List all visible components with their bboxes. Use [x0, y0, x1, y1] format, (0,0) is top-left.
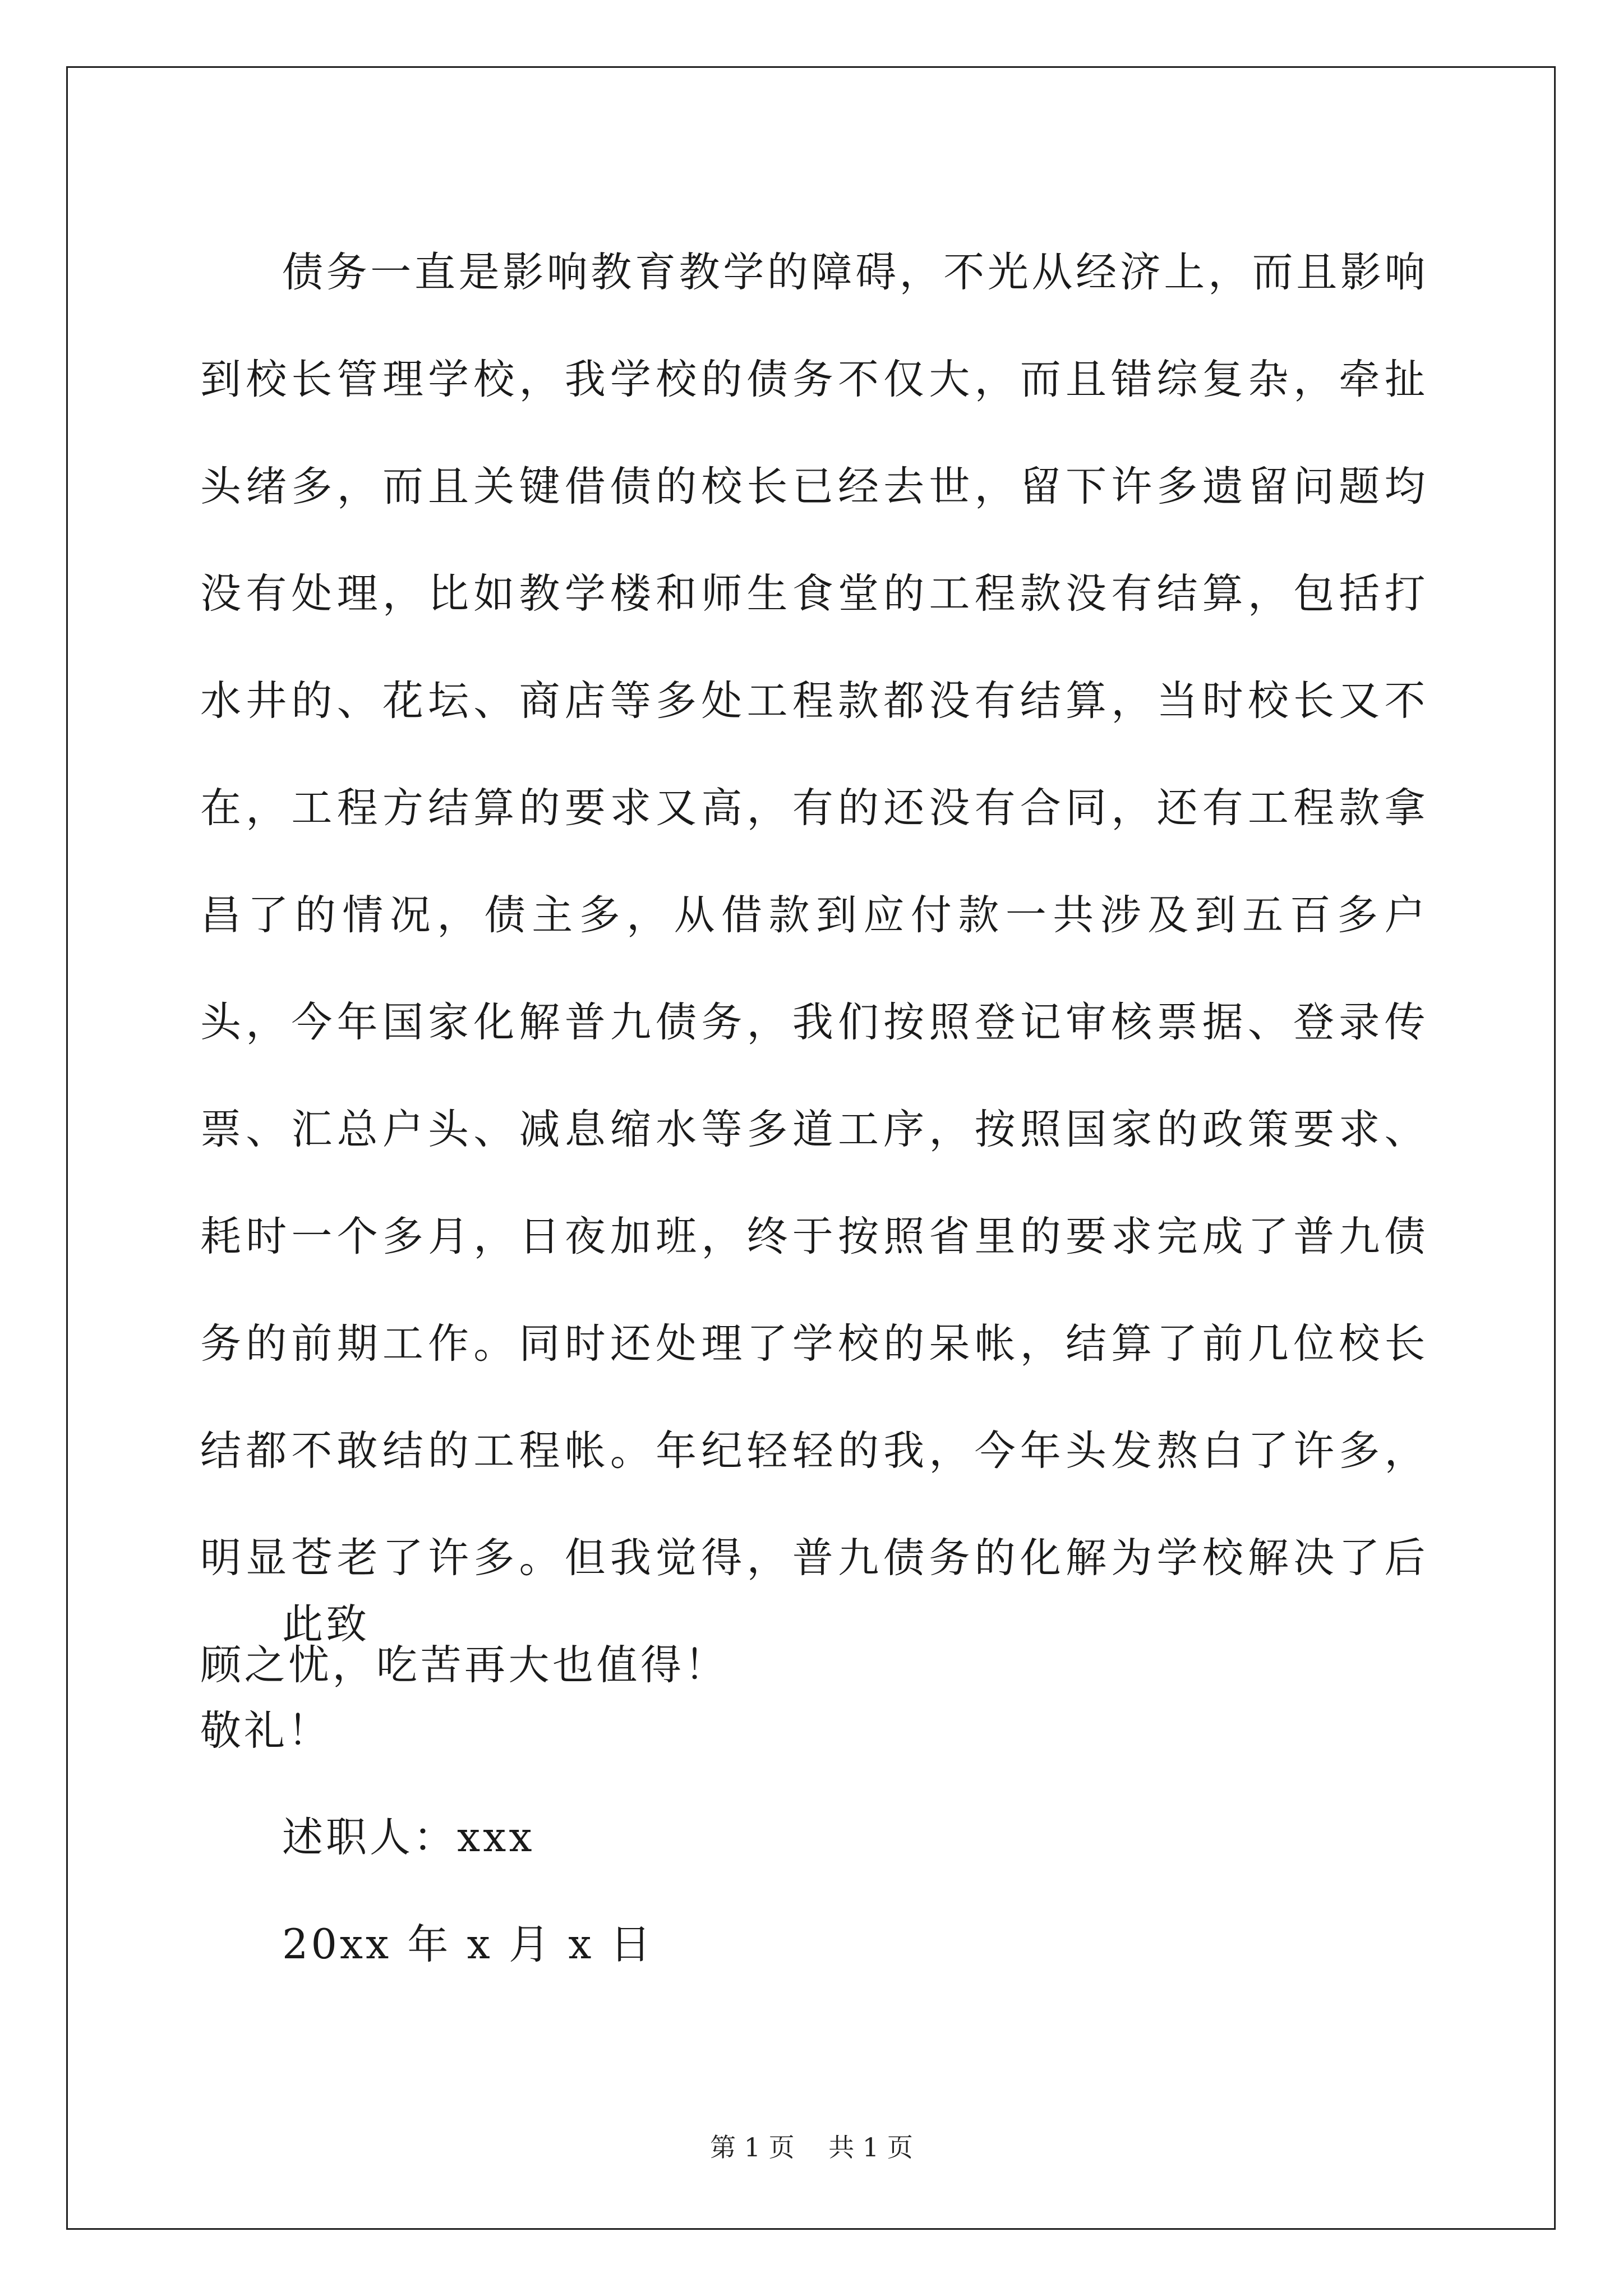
page-footer: 第 1 页 共 1 页	[710, 2132, 913, 2162]
author-name: xxx	[457, 1814, 535, 1861]
author-label: 述职人：	[282, 1814, 457, 1861]
date-line: 20xx 年 x 月 x 日	[282, 1921, 654, 1968]
salutation-line: 敬礼！	[200, 1707, 331, 1755]
closing-line: 此致	[282, 1600, 370, 1648]
body-paragraph: 债务一直是影响教育教学的障碍，不光从经济上，而且影响到校长管理学校，我学校的债务不仅大，而且错综复杂，牵扯头绪多，而且关键借债的校长已经去世，留下许多遗留问题均没有处理，比如教学楼和师生食堂的工程款没有结算，包括打水井的、花坛、商店等多处工程款都没有结算，当时校长又不在，工程方结算的要求又高，有的还没有合同，还有工程款拿昌了的情况，债主多，从借款到应付款一共涉及到五百多户头，今年国家化解普九债务，我们按照登记审核票据、登录传票、汇总户头、减息缩水等多道工序，按照国家的政策要求、耗时一个多月，日夜加班，终于按照省里的要求完成了普九债务的前期工作。同时还处理了学校的呆帐，结算了前几位校长结都不敢结的工程帐。年纪轻轻的我，今年头发熬白了许多，明显苍老了许多。但我觉得，普九债务的化解为学校解决了后顾之忧，吃苦再大也值得！	[200, 249, 1428, 1689]
author-line	[282, 1810, 535, 1866]
